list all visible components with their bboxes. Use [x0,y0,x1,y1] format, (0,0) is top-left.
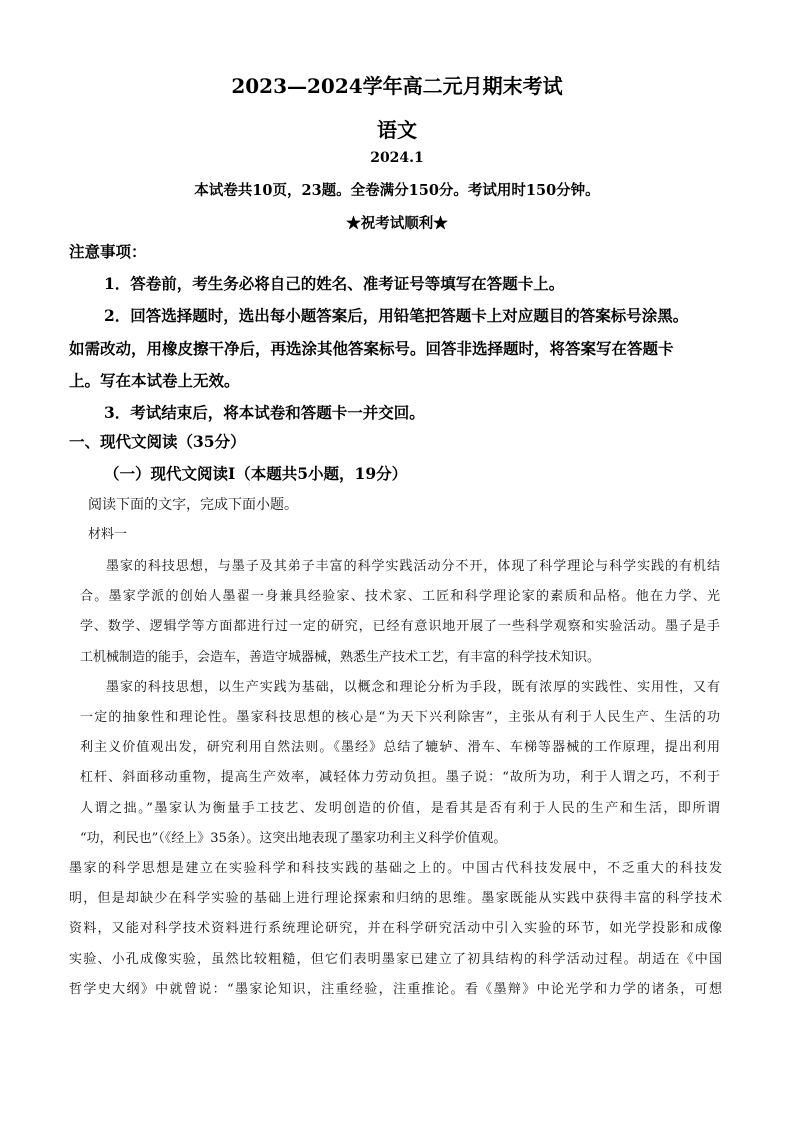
material-label: 材料一 [88,527,128,542]
passage-line: 资料，又能对科学技术资料进行系统理论研究，并在科学研究活动中引入实验的环节，如光学投影和成像 [69,921,722,937]
passage-line: 墨家的科技思想，以生产实践为基础，以概念和理论分析为手段，既有浓厚的实践性、实用性，又有 [106,679,720,695]
passage-line: 人谓之拙。”墨家认为衡量手工技艺、发明创造的价值，是看其是否有利于人民的生产和生活，即所谓 [80,800,720,816]
passage-continued [69,854,722,1005]
note-item-2-line-2: 如需改动，用橡皮擦干净后，再选涂其他答案标号。回答非选择题时，将答案写在答题卡 [69,339,674,358]
passage-line: 合。墨家学派的创始人墨翟一身兼具经验家、技术家、工匠和科学理论家的素质和品格。他在力学、光 [80,589,720,605]
passage-line: 学、数学、逻辑学等方面都进行过一定的研究，已经有意识地开展了一些科学观察和实验活动。墨子是手 [80,619,720,635]
passage-line: 哲学史大纲》中就曾说：“墨家论知识，注重经验，注重推论。看《墨辩》中论光学和力学的诸条，可想 [69,981,722,997]
passage-line: 杠杆、斜面移动重物，提高生产效率，减轻体力劳动负担。墨子说：“故所为功，利于人谓之巧，不利于 [80,770,720,786]
exam-title: 2023—2024学年高二元月期末考试 [231,74,563,98]
passage-line: “功，利民也”（《经上》35条）。这突出地表现了墨家功利主义科学价值观。 [80,830,507,846]
passage-line: 实验、小孔成像实验，虽然比较粗糙，但它们表明墨家已建立了初具结构的科学活动过程。胡适在《中国 [69,951,722,967]
reading-instruction: 阅读下面的文字，完成下面小题。 [88,497,298,513]
passage-line: 一定的抽象性和理论性。墨家科技思想的核心是“为天下兴利除害”，主张从有利于人民生产、生活的功 [80,709,720,725]
note-item-2-line-3: 上。写在本试卷上无效。 [69,371,240,390]
note-item-3: 3．考试结束后，将本试卷和答题卡一并交回。 [104,403,425,422]
note-item-2-line-1: 2．回答选择题时，选出每小题答案后，用铅笔把答题卡上对应题目的答案标号涂黑。 [104,306,689,325]
exam-wish: ★祝考试顺利★ [346,215,448,232]
passage-line: 墨家的科技思想，与墨子及其弟子丰富的科学实践活动分不开，体现了科学理论与科学实践的有机结 [106,559,720,574]
section-heading: 一、现代文阅读（35分） [69,432,246,451]
subsection-heading: （一）现代文阅读Ⅰ（本题共5小题，19分） [104,464,408,483]
passage-line: 明，但是却缺少在科学实验的基础上进行理论探索和归纳的思维。墨家既能从实践中获得丰富的科学技术 [69,891,722,907]
exam-info: 本试卷共10页，23题。全卷满分150分。考试用时150分钟。 [194,182,600,199]
passage [80,552,720,854]
notes-heading: 注意事项： [69,242,147,261]
passage-line: 工机械制造的能手，会造车，善造守城器械，熟悉生产技术工艺，有丰富的科学技术知识。 [80,649,601,665]
passage-line: 利主义价值观出发，研究利用自然法则。《墨经》总结了辘轳、滑车、车梯等器械的工作原理，提出利用 [80,740,720,756]
passage-line: 墨家的科学思想是建立在实验科学和科技实践的基础之上的。中国古代科技发展中，不乏重大的科技发 [69,861,722,876]
subject-title: 语文 [377,118,417,142]
note-item-1: 1．答卷前，考生务必将自己的姓名、准考证号等填写在答题卡上。 [104,274,565,293]
exam-date: 2024.1 [370,150,424,166]
